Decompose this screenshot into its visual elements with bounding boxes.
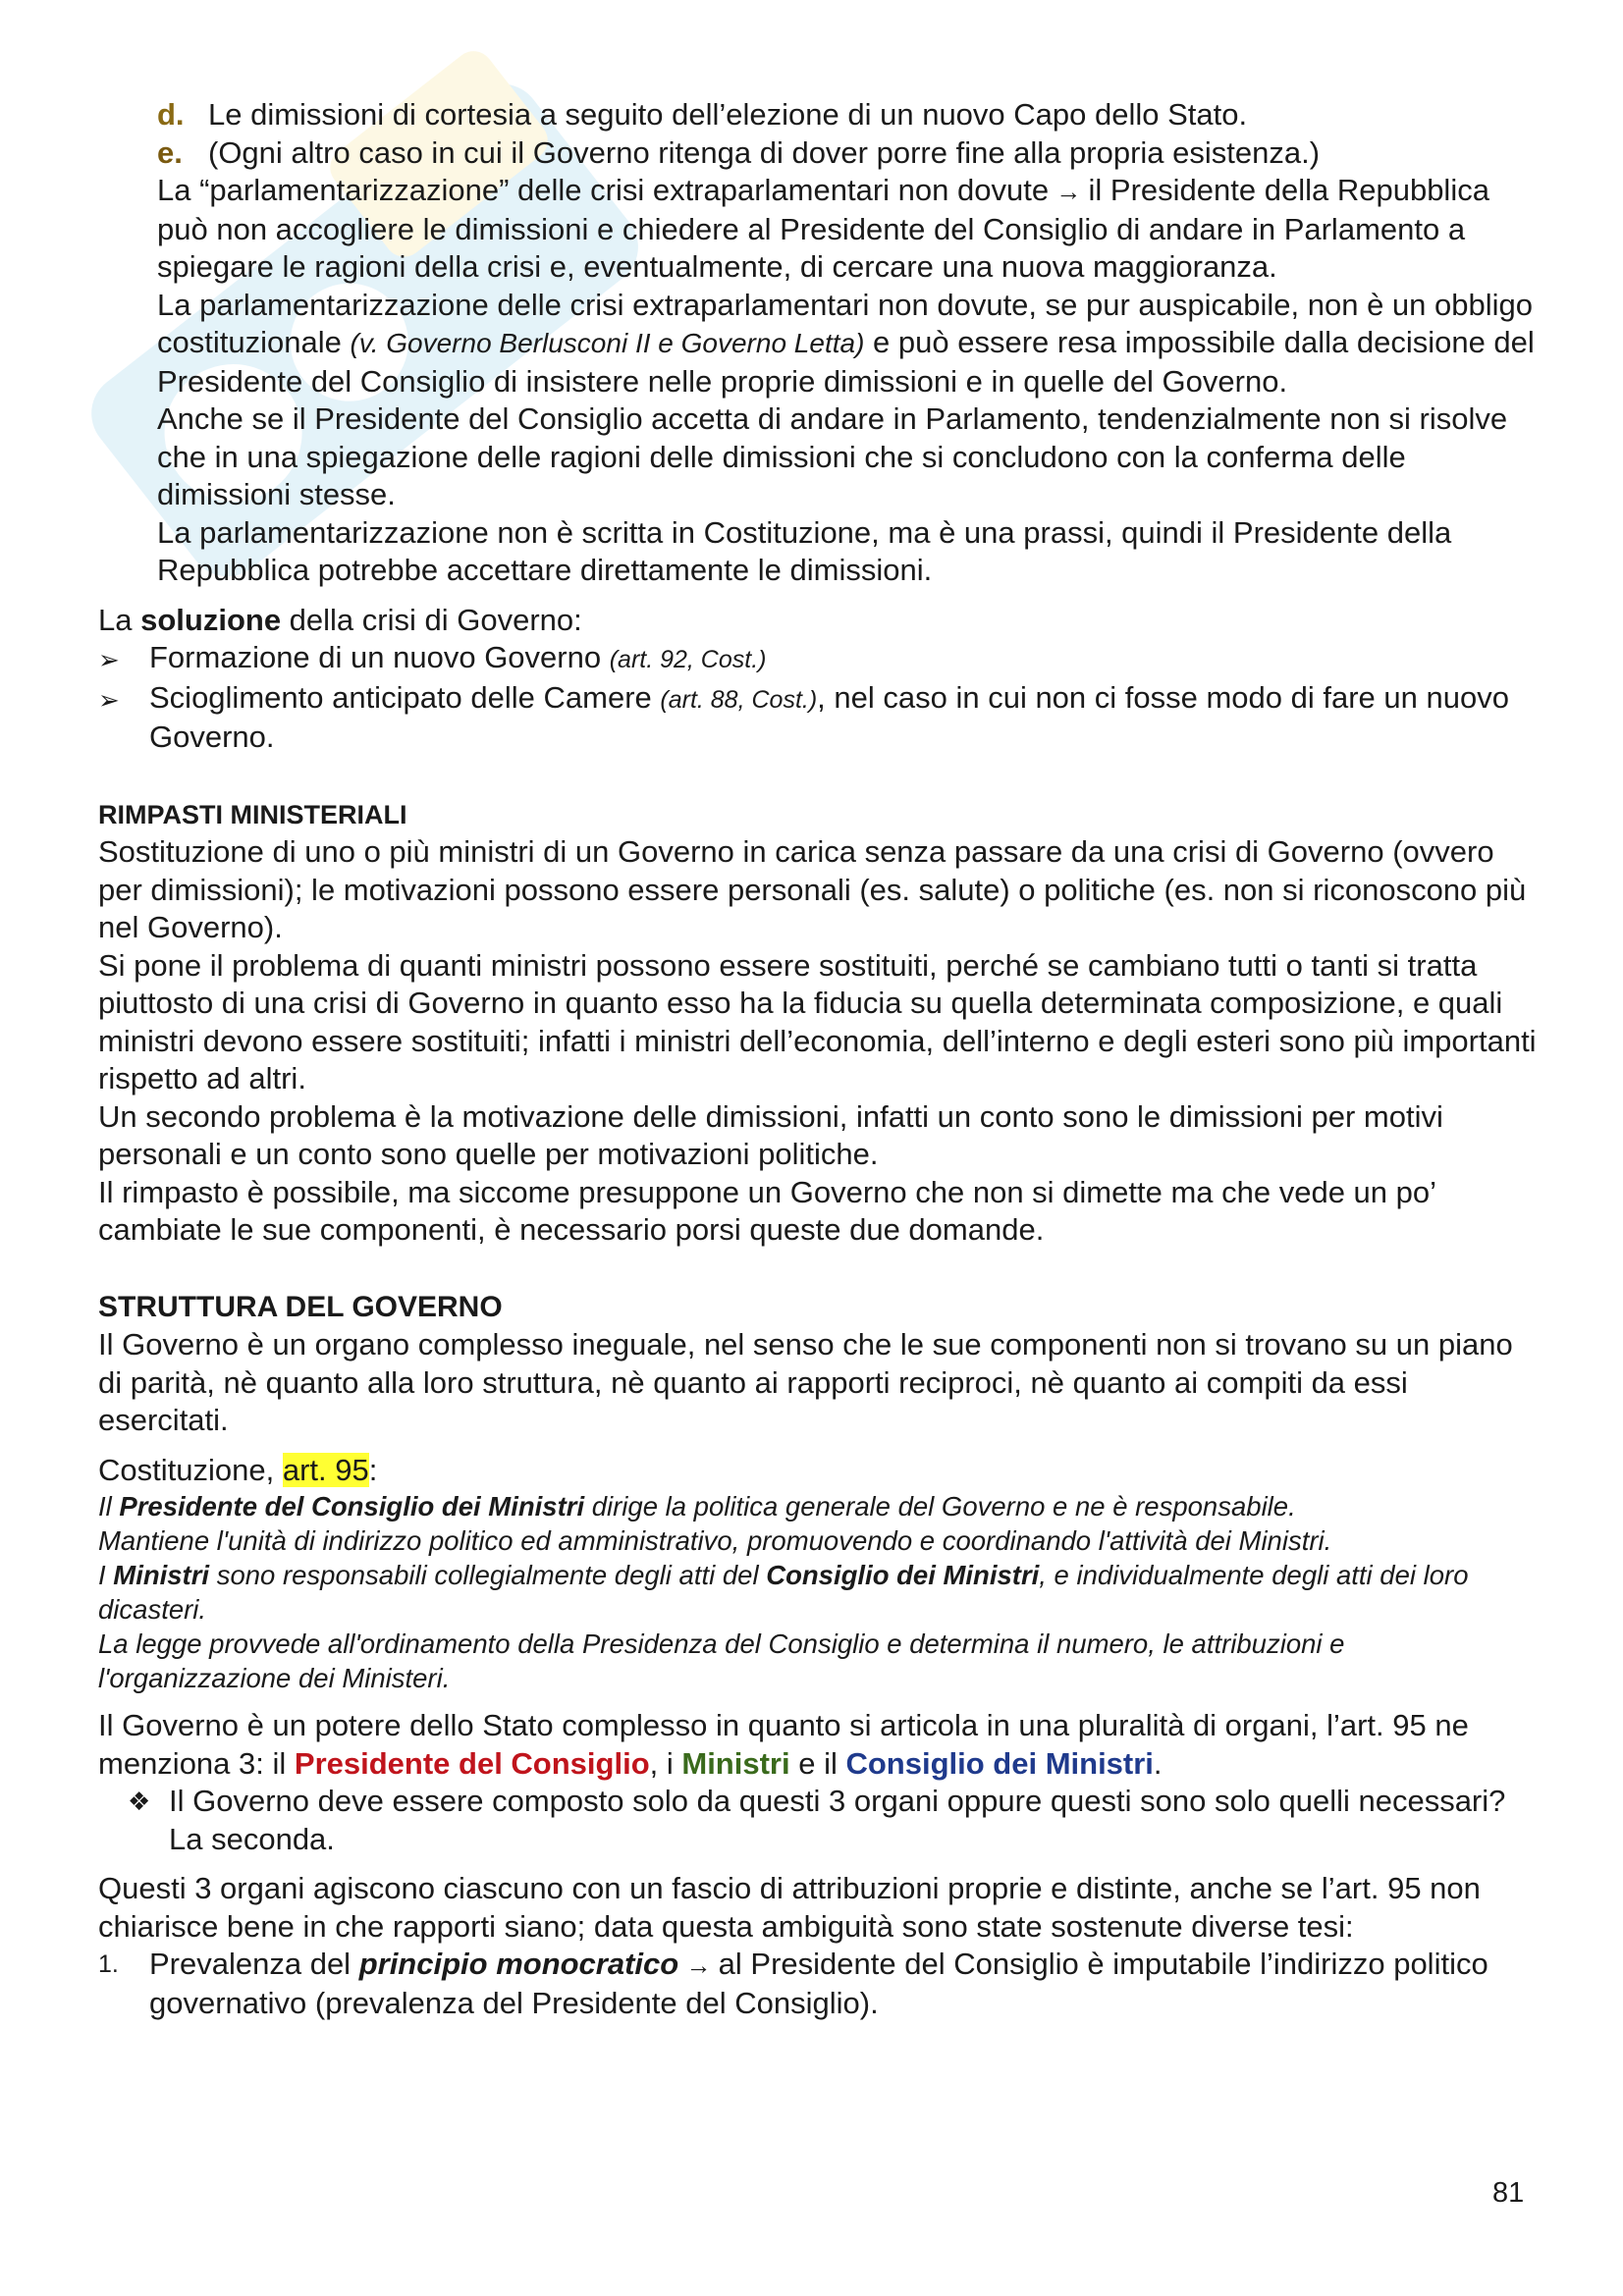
paragraph: Si pone il problema di quanti ministri possono essere sostituiti, perché se cambiano tutti o tanti si tratta piuttosto di una crisi di Governo in quanto esso ha la fiducia su quella determinata composizione, e quali ministri devono essere sostituiti; infatti i ministri dell’economia, dell’interno e degli esteri sono più importanti rispetto ad altri. (98, 947, 1537, 1095)
list-item-text: (Ogni altro caso in cui il Governo ritenga di dover porre fine alla propria esistenza.) (208, 134, 1321, 170)
parliamentarization-block (98, 172, 1542, 590)
question-item: ❖ Il Governo deve essere composto solo da questi 3 organi oppure questi sono solo quelli necessari? La seconda. (98, 1783, 1542, 1858)
highlighted-article: art. 95 (282, 1452, 369, 1487)
paragraph: Anche se il Presidente del Consiglio accetta di andare in Parlamento, tendenzialmente non si risolve che in una spiegazione delle ragioni delle dimissioni che si concludono con la conferma delle dimissioni stesse. (157, 401, 1508, 511)
page-number: 81 (1492, 2177, 1525, 2209)
section-heading-rimpasti: RIMPASTI MINISTERIALI (98, 799, 407, 829)
paragraph: Il Governo è un organo complesso ineguale, nel senso che le sue componenti non si trovano su un piano di parità, nè quanto alla loro struttura, nè quanto ai rapporti reciproci, nè quanto ai compiti da essi esercitati. (98, 1327, 1513, 1437)
list-item: ➢ Formazione di un nuovo Governo (art. 92, Cost.) (98, 639, 1542, 679)
section-heading-struttura: STRUTTURA DEL GOVERNO (98, 1290, 503, 1323)
article-quote: Il Presidente del Consiglio dei Ministri dirige la politica generale del Governo e ne è responsabile. Mantiene l'unità di indirizzo politico ed amministrativo, promuovendo e coordinando l'attività dei Ministri. I Ministri sono responsabili collegialmente degli atti del Consiglio dei Ministri, e individualmente degli atti dei loro dicasteri. La legge provvede all'ordinamento della Presidenza del Consiglio e determina il numero, le attribuzioni e l'organizzazione dei Ministeri. (98, 1491, 1469, 1693)
paragraph: Sostituzione di uno o più ministri di un Governo in carica senza passare da una crisi di Governo (ovvero per dimissioni); le motivazioni possono essere personali (es. salute) o politiche (es. non si riconoscono più nel Governo). (98, 834, 1527, 944)
paragraph: Il rimpasto è possibile, ma siccome presuppone un Governo che non si dimette ma che vede un po’ cambiate le sue componenti, è necessario porsi queste due domande. (98, 1174, 1435, 1247)
list-item-d (98, 96, 1542, 134)
paragraph: La parlamentarizzazione delle crisi extraparlamentari non dovute, se pur auspicabile, non è un obbligo costituzionale (v. Governo Berlusconi II e Governo Letta) e può essere resa impossibile dalla decisione del Presidente del Consiglio di insistere nelle proprie dimissioni e in quelle del Governo. (157, 287, 1535, 399)
paragraph: La “parlamentarizzazione” delle crisi extraparlamentari non dovute → il Presidente della Repubblica può non accogliere le dimissioni e chiedere al Presidente del Consiglio di andare in Parlamento a spiegare le ragioni della crisi e, eventualmente, di cercare una nuova maggioranza. (157, 173, 1489, 284)
arrow-symbol: → (1049, 177, 1089, 206)
arrow-symbol: → (678, 1950, 719, 1980)
list-item: ➢ Scioglimento anticipato delle Camere (art. 88, Cost.), nel caso in cui non ci fosse modo di fare un nuovo Governo. (98, 679, 1542, 757)
paragraph: Questi 3 organi agiscono ciascuno con un fascio di attribuzioni proprie e distinte, anche se l’art. 95 non chiarisce bene in che rapporti siano; data questa ambiguità sono state sostenute diverse tesi: (98, 1871, 1481, 1944)
list-marker: e. (157, 134, 183, 170)
paragraph: Il Governo è un potere dello Stato complesso in quanto si articola in una pluralità di organi, l’art. 95 ne menziona 3: il Presidente del Consiglio, i Ministri e il Consiglio dei Ministri. (98, 1708, 1469, 1781)
list-marker: d. (157, 97, 185, 132)
solution-intro: La soluzione della crisi di Governo: (98, 602, 582, 637)
arrowhead-bullet-icon: ➢ (98, 684, 120, 715)
page-content (98, 96, 1542, 2022)
list-item-text: Le dimissioni di cortesia a seguito dell’elezione di un nuovo Capo dello Stato. (208, 97, 1248, 132)
list-number: 1. (98, 1950, 119, 1978)
arrowhead-bullet-icon: ➢ (98, 645, 120, 674)
diamond-bullet-icon: ❖ (128, 1787, 151, 1816)
list-item-e (98, 134, 1542, 173)
constitution-reference: Costituzione, art. 95: (98, 1452, 378, 1487)
list-item: 1. Prevalenza del principio monocratico → al Presidente del Consiglio è imputabile l’indirizzo politico governativo (prevalenza del Presidente del Consiglio). (98, 1946, 1542, 2022)
paragraph: Un secondo problema è la motivazione delle dimissioni, infatti un conto sono le dimissioni per motivi personali e un conto sono quelle per motivazioni politiche. (98, 1098, 1443, 1171)
paragraph: La parlamentarizzazione non è scritta in Costituzione, ma è una prassi, quindi il Presidente della Repubblica potrebbe accettare direttamente le dimissioni. (157, 514, 1452, 587)
